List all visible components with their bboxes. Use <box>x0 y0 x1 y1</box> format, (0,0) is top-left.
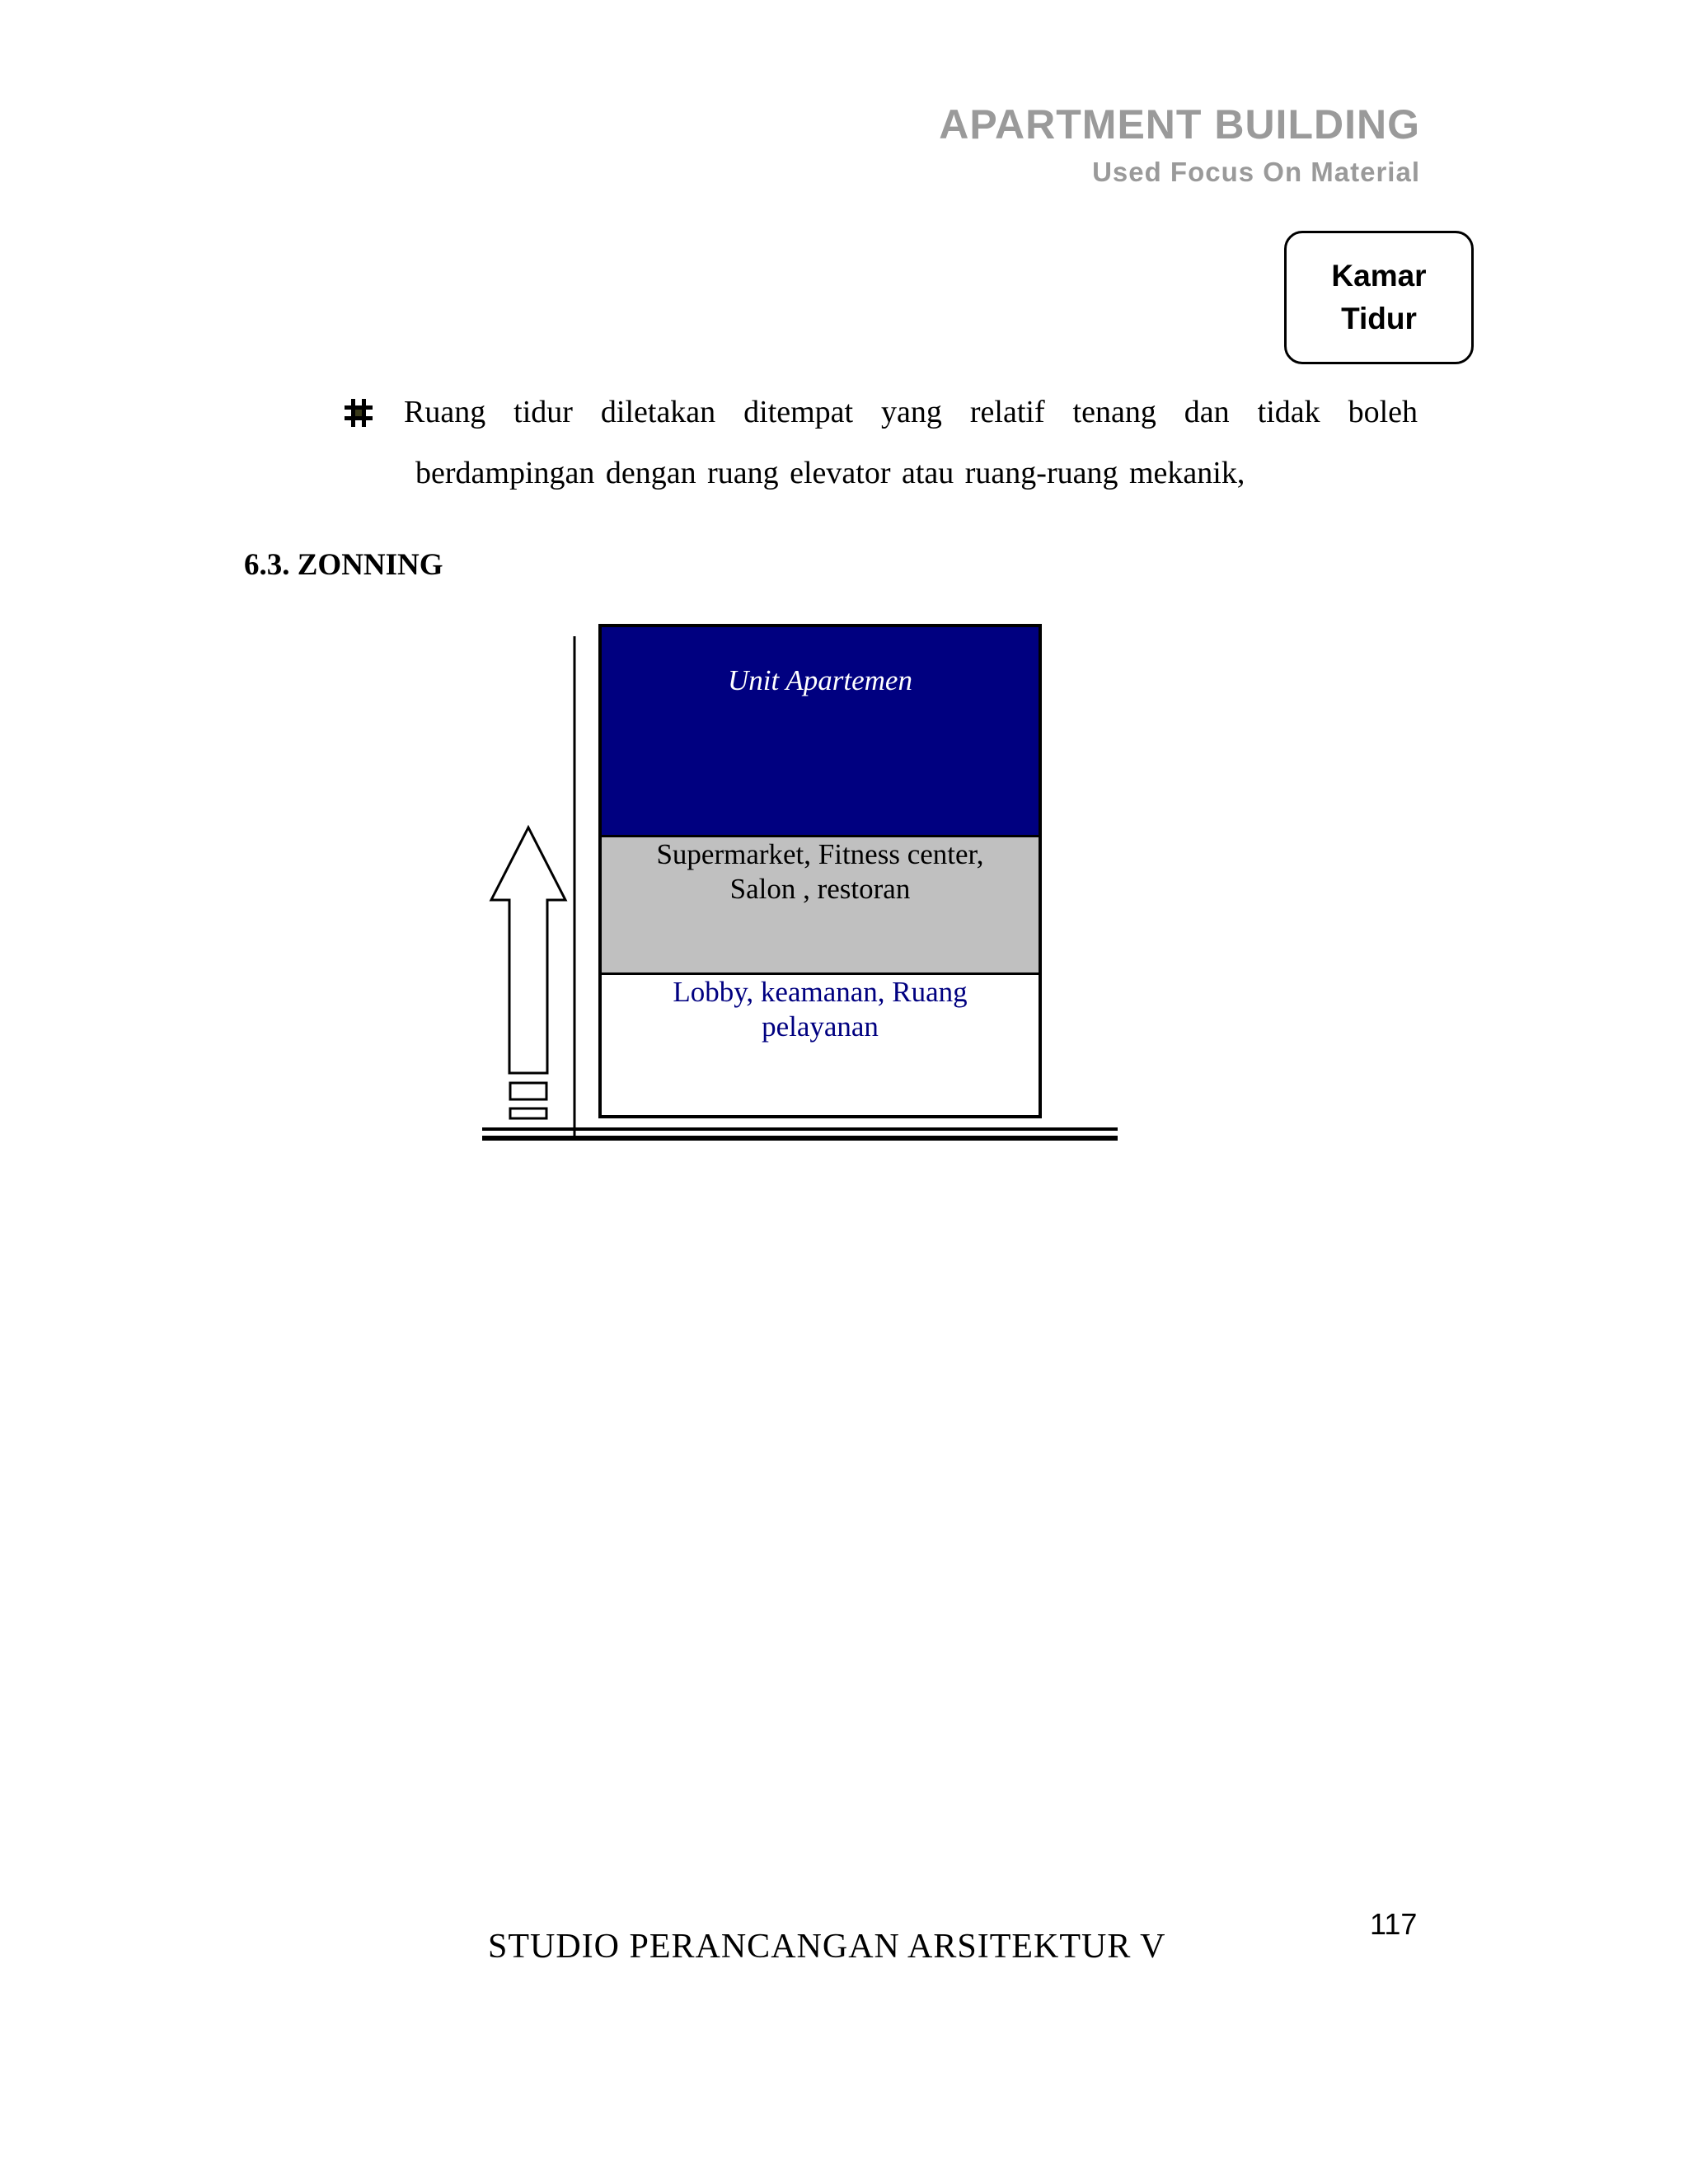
zone-middle-label-line2: Salon , restoran <box>729 873 911 905</box>
zone-unit-apartemen <box>602 627 1039 835</box>
zone-lobby <box>602 975 1039 1115</box>
footer-title: STUDIO PERANCANGAN ARSITEKTUR V <box>488 1928 1166 1966</box>
zone-bottom-label-line1: Lobby, keamanan, Ruang <box>673 976 968 1008</box>
room-label-line1: Kamar <box>1331 259 1427 293</box>
header-subtitle: Used Focus On Material <box>1092 157 1420 187</box>
header-title: APARTMENT BUILDING <box>939 101 1420 148</box>
zone-top-label: Unit Apartemen <box>728 664 912 696</box>
arrow-base-block-upper <box>510 1083 546 1099</box>
zone-middle-label-line1: Supermarket, Fitness center, <box>656 838 984 870</box>
bullet-text-line2: berdampingan dengan ruang elevator atau ruang-ruang mekanik, <box>415 456 1245 490</box>
room-label-box <box>1284 231 1474 364</box>
zone-bottom-label-line2: pelayanan <box>762 1010 879 1043</box>
page-number: 117 <box>1370 1907 1418 1941</box>
arrow-base-block-lower <box>510 1108 546 1118</box>
zone-commercial <box>602 835 1039 975</box>
bullet-text-line1: Ruang tidur diletakan ditempat yang relatif tenang dan tidak boleh <box>404 395 1418 429</box>
zoning-building-frame <box>598 624 1042 1118</box>
hash-bullet-icon <box>345 399 373 427</box>
up-arrow-icon <box>491 827 565 1073</box>
section-heading: 6.3. ZONNING <box>244 548 443 582</box>
room-label-line2: Tidur <box>1341 302 1417 335</box>
